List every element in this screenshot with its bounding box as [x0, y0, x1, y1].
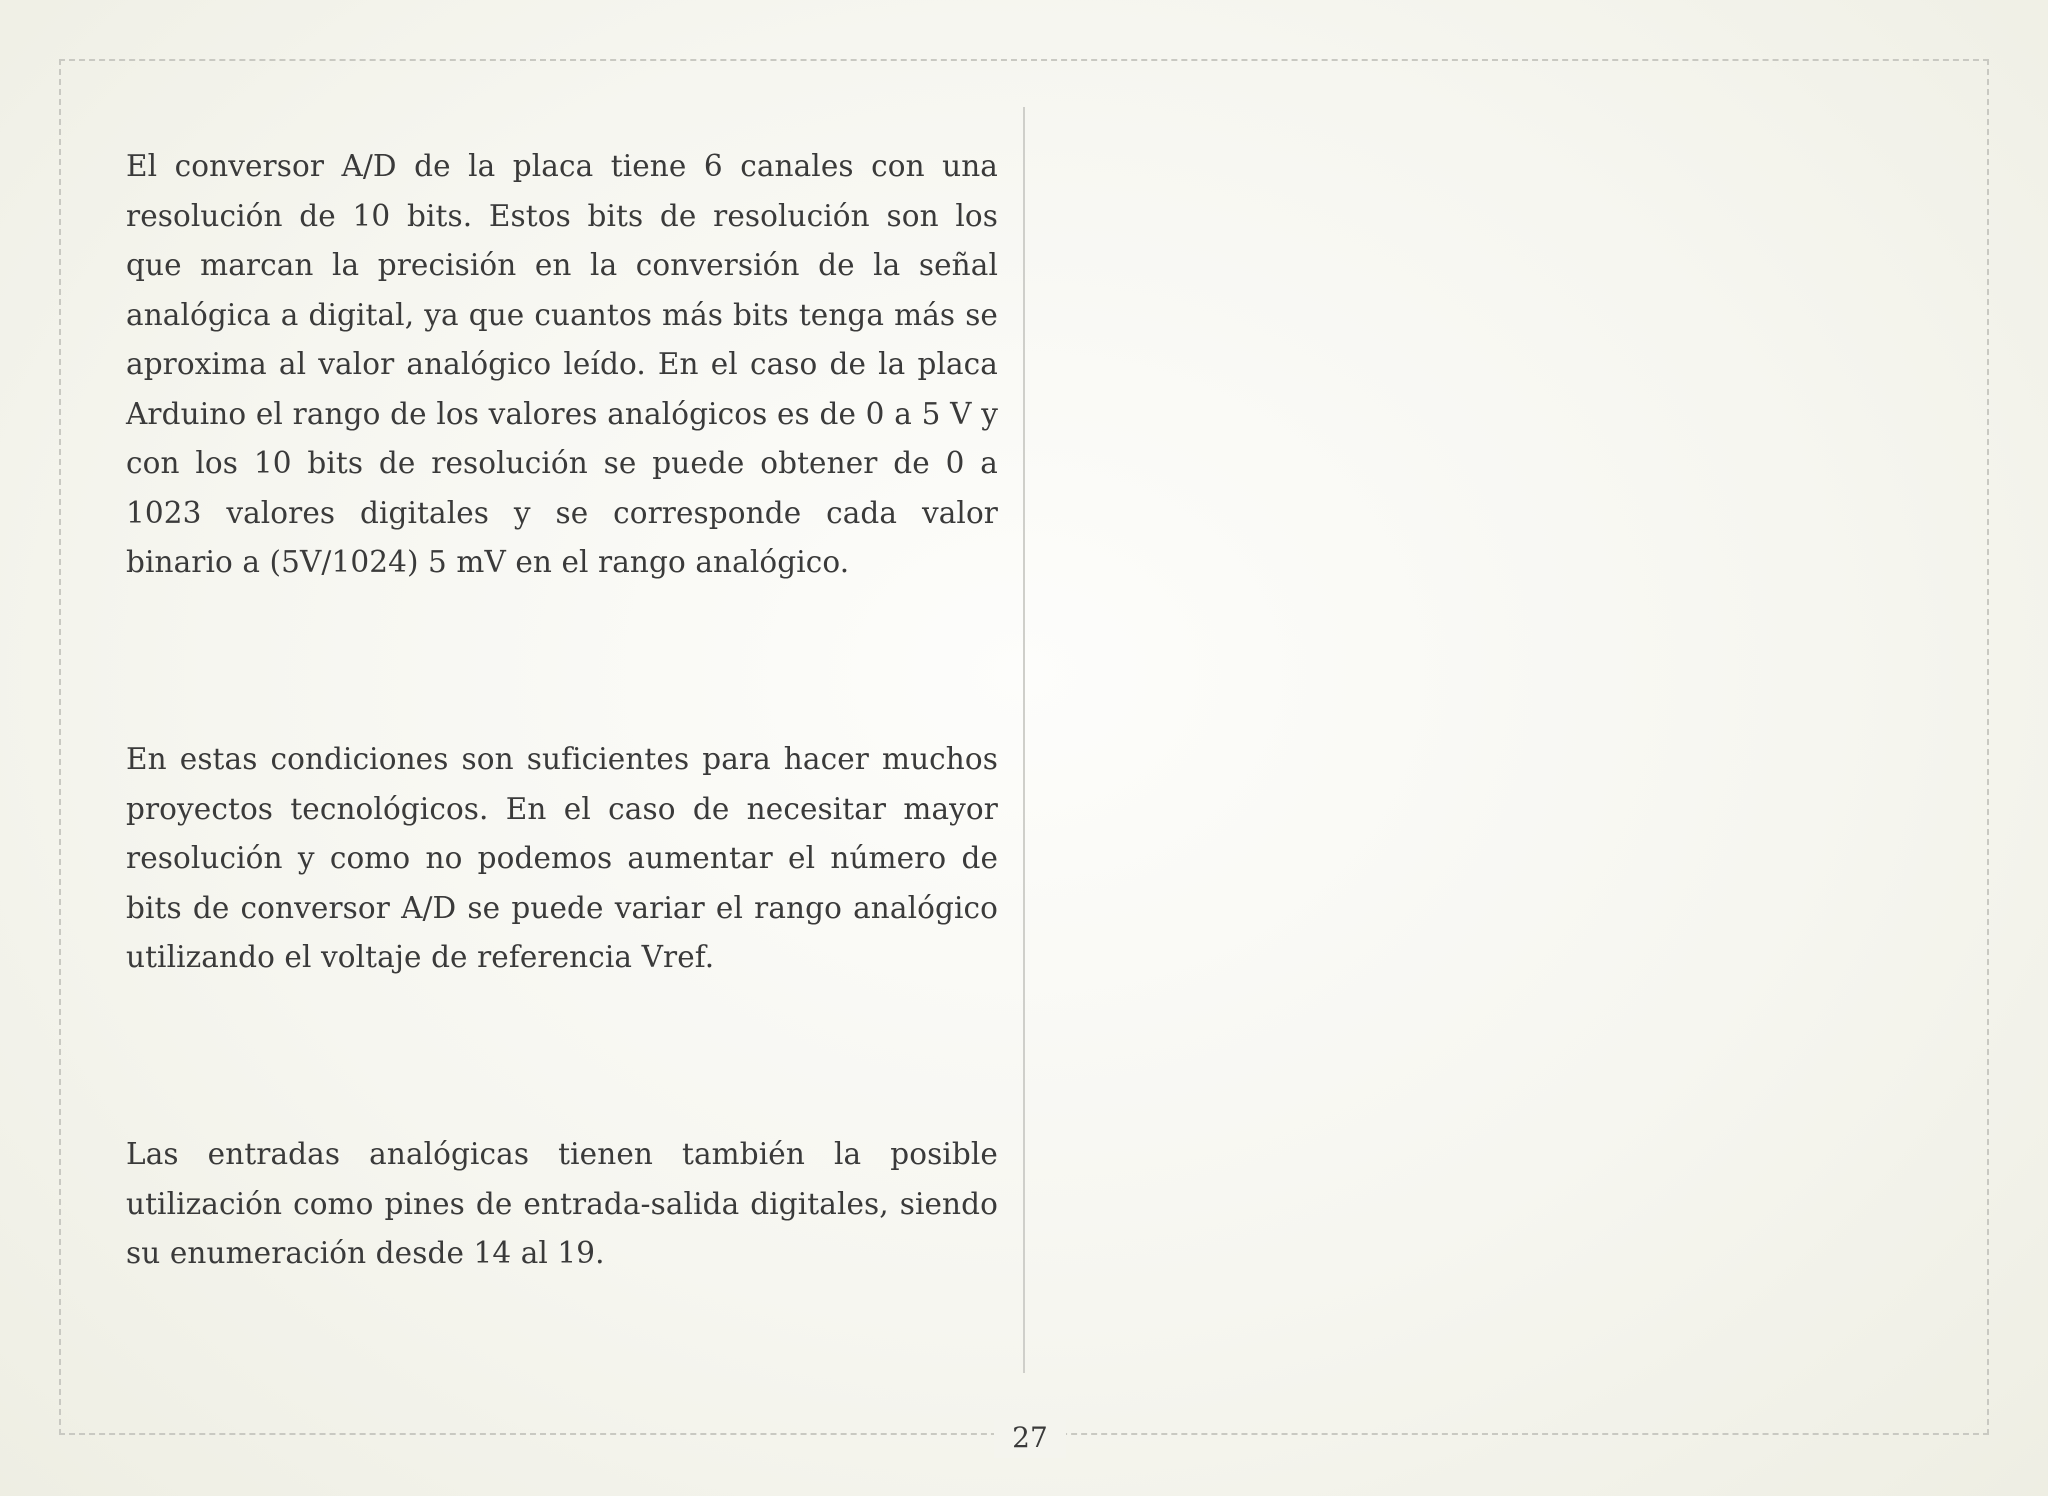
paragraph-adc-resolution: El conversor A/D de la placa tiene 6 canales con una resolución de 10 bits. Estos bits de resolución son los que marcan la precisión en la conversión de la señal analógica a digital, ya que cuantos más bits tenga más se aproxima al valor analógico leído. En el caso de la placa Arduino el rango de los valores analógicos es de 0 a 5 V y con los 10 bits de resolución se puede obtener de 0 a 1023 valores digitales y se corresponde cada valor binario a (5V/1024) 5 mV en el rango analógico.	[126, 149, 998, 579]
paragraph-digital-pins: Las entradas analógicas tienen también la posible utilización como pines de entrada-salida digitales, siendo su enumeración desde 14 al 19.	[126, 1137, 998, 1270]
paragraph-vref: En estas condiciones son suficientes para hacer muchos proyectos tecnológicos. En el caso de necesitar mayor resolución y como no podemos aumentar el número de bits de conversor A/D se puede variar el rango analógico utilizando el voltaje de referencia Vref.	[126, 742, 998, 974]
page-number: 27	[994, 1418, 1066, 1458]
column-divider	[1023, 107, 1025, 1373]
